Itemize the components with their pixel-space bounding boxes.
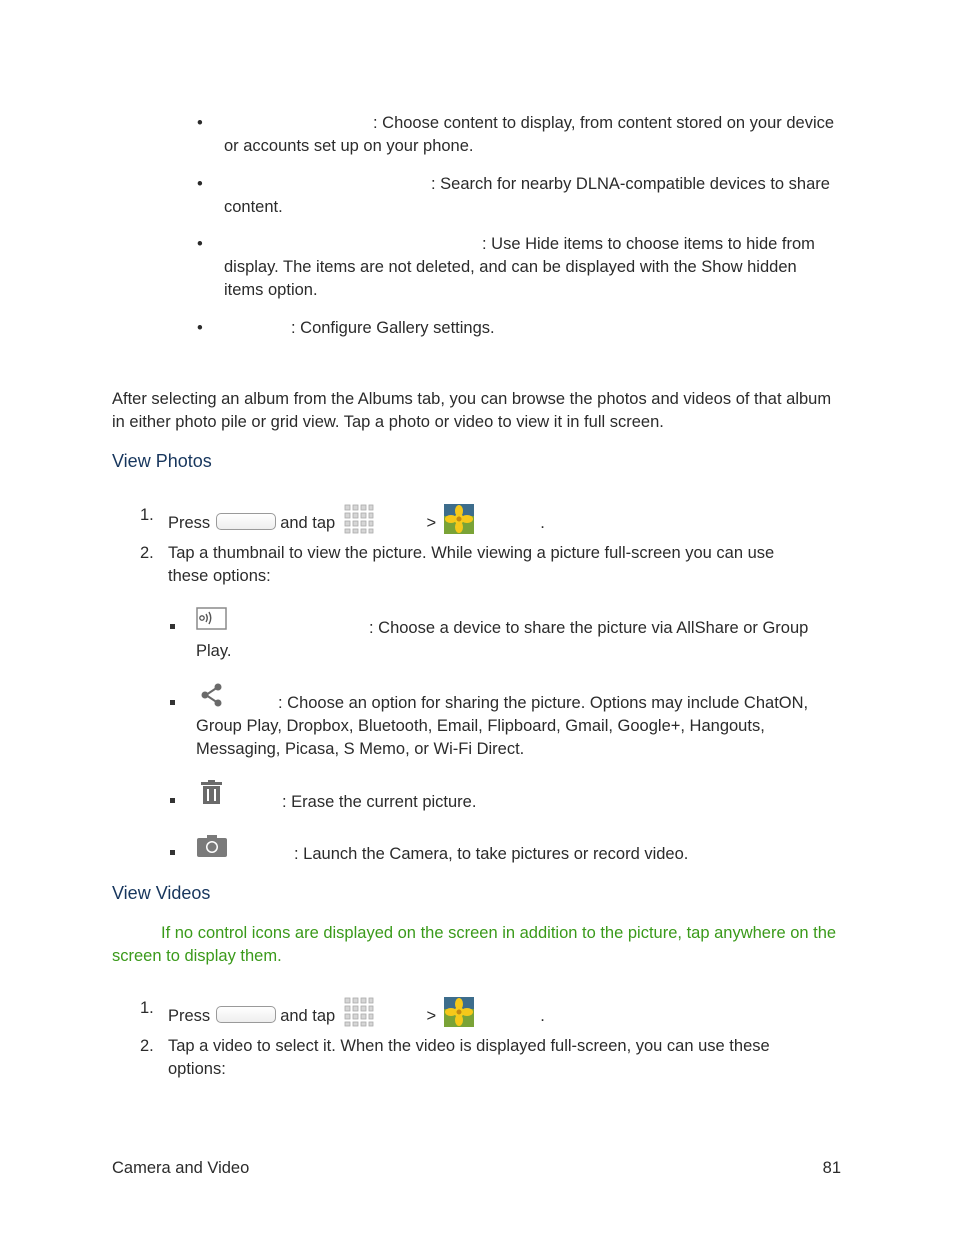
step-number: 2. <box>140 544 154 562</box>
intro-paragraph: After selecting an album from the Albums tab, you can browse the photos and videos of that album in either photo pile or grid view. Tap a photo or video to view it in full screen. <box>112 390 832 431</box>
square-bullet <box>170 798 175 803</box>
apps-grid-icon <box>344 504 374 541</box>
square-bullet <box>170 850 175 855</box>
and-tap-label: and tap <box>280 1007 336 1025</box>
gt-separator: > <box>426 1007 437 1025</box>
gallery-icon <box>444 504 474 541</box>
apps-grid-icon <box>344 997 374 1034</box>
share-option: : Choose an option for sharing the picture. Options may include ChatON, Group Play, Dropbox, Bluetooth, Email, Flipboard, Gmail, Google+, Hangouts, Messaging, Picasa, S Memo, or Wi-Fi Direct. <box>196 694 809 758</box>
view-photos-heading: View Photos <box>112 451 212 471</box>
bullet-nearby-devices: : Search for nearby DLNA-compatible devices to share content. <box>224 175 830 216</box>
press-label: Press <box>168 514 211 532</box>
gallery-icon <box>444 997 474 1034</box>
screen-share-option: : Choose a device to share the picture via AllShare or Group Play. <box>196 619 809 660</box>
view-videos-step1 <box>168 997 828 1034</box>
view-videos-step2: Tap a video to select it. When the video is displayed full-screen, you can use these options: <box>168 1037 770 1078</box>
delete-option: : Erase the current picture. <box>282 793 477 811</box>
bullet-content-source: : Choose content to display, from content stored on your device or accounts set up on your phone. <box>224 114 835 155</box>
press-label: Press <box>168 1007 211 1025</box>
footer-section-title: Camera and Video <box>112 1159 250 1177</box>
step-number: 2. <box>140 1037 154 1055</box>
view-photos-step1 <box>168 504 828 541</box>
bullet-marker: • <box>197 319 203 337</box>
gt-separator: > <box>426 514 437 532</box>
bullet-settings: : Configure Gallery settings. <box>291 319 495 337</box>
step-end-period: . <box>540 514 545 532</box>
and-tap-label: and tap <box>280 514 336 532</box>
step-end-period: . <box>540 1007 545 1025</box>
view-photos-step2: Tap a thumbnail to view the picture. While viewing a picture full-screen you can use these options: <box>168 544 775 585</box>
step-number: 1. <box>140 999 154 1017</box>
bullet-hide-items: : Use Hide items to choose items to hide from display. The items are not deleted, and can be displayed with the Show hidden items option. <box>224 235 815 299</box>
view-videos-heading: View Videos <box>112 883 211 903</box>
footer-page-number: 81 <box>822 1159 841 1177</box>
bullet-marker: • <box>197 235 203 253</box>
bullet-marker: • <box>197 175 203 193</box>
home-key-icon <box>216 513 276 530</box>
home-key-icon <box>216 1006 276 1023</box>
square-bullet <box>170 624 175 629</box>
video-note: If no control icons are displayed on the screen in addition to the picture, tap anywhere on the screen to display them. <box>112 924 837 965</box>
square-bullet <box>170 700 175 705</box>
step-number: 1. <box>140 506 154 524</box>
bullet-marker: • <box>197 114 203 132</box>
camera-option: : Launch the Camera, to take pictures or record video. <box>294 845 689 863</box>
